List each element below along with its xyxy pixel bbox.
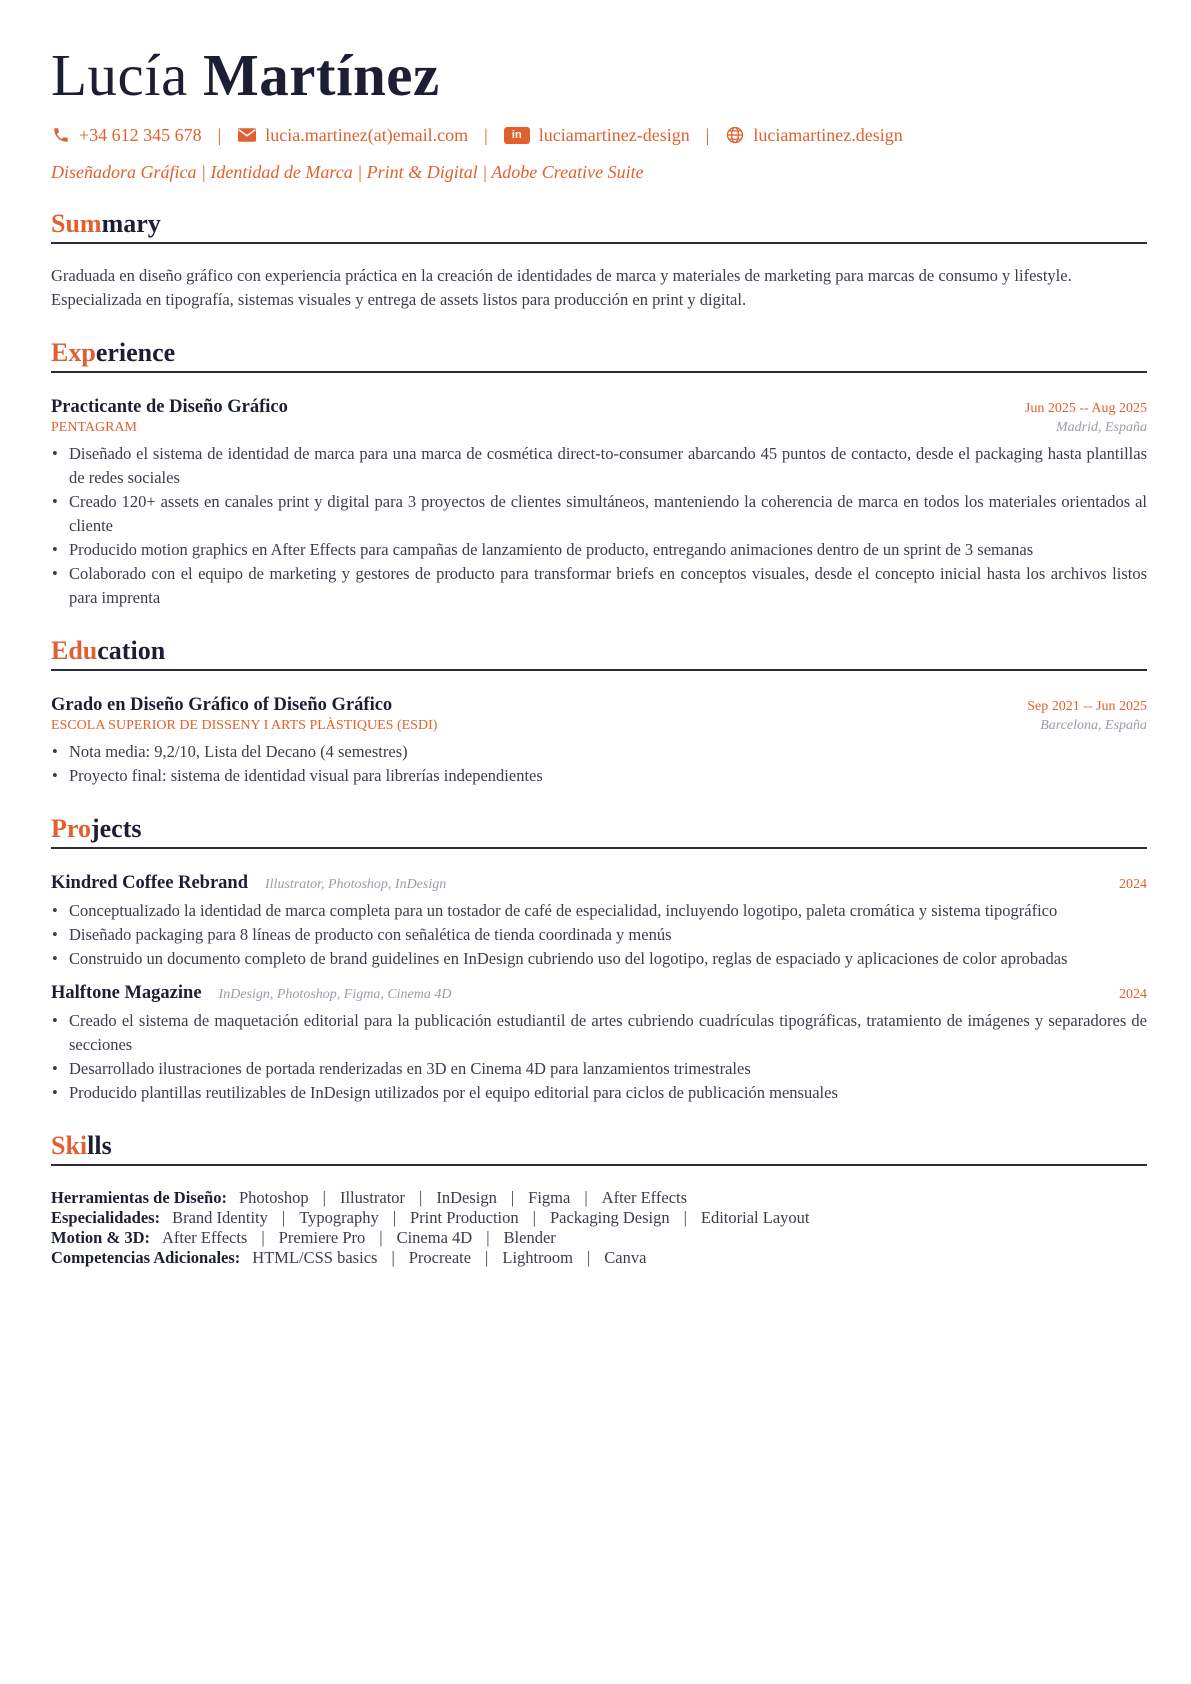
- list-item: • Producido plantillas reutilizables de InDesign utilizados por el equipo editorial para ciclos de publicación mensuales: [51, 1081, 1147, 1105]
- skill-separator: |: [281, 1208, 286, 1227]
- list-item: • Construido un documento completo de brand guidelines en InDesign cubriendo uso del logotipo, reglas de espaciado y aplicaciones de color aprobadas: [51, 947, 1147, 971]
- contact-bar: [51, 124, 1147, 146]
- section-heading-education: [51, 636, 1147, 671]
- heading-rest: cation: [97, 636, 166, 665]
- skill-separator: |: [510, 1188, 515, 1207]
- heading-rest: mary: [101, 209, 161, 238]
- resume-page: [51, 40, 1147, 1268]
- heading-accent: Edu: [51, 636, 98, 665]
- summary-section: [51, 209, 1147, 312]
- phone-text: +34 612 345 678: [79, 125, 202, 145]
- contact-website[interactable]: [725, 124, 902, 146]
- tagline: Diseñadora Gráfica | Identidad de Marca | Print & Digital | Adobe Creative Suite: [51, 162, 644, 182]
- job-location: Madrid, España: [1056, 420, 1147, 435]
- skill-row: [51, 1208, 1147, 1228]
- skill-item: Photoshop: [238, 1188, 309, 1207]
- list-item: • Creado 120+ assets en canales print y digital para 3 proyectos de clientes simultáneos, manteniendo la coherencia de marca en todos los materiales orientados al cliente: [51, 490, 1147, 538]
- project-tools: Illustrator, Photoshop, InDesign: [265, 877, 447, 892]
- skill-separator: |: [584, 1188, 588, 1207]
- heading-rest: lls: [87, 1131, 112, 1160]
- skill-separator: |: [485, 1248, 489, 1267]
- school-name: ESCOLA SUPERIOR DE DISSENY I ARTS PLÀSTIQUES (ESDI): [51, 718, 438, 733]
- education-section: [51, 636, 1147, 788]
- skill-separator: |: [379, 1228, 383, 1247]
- skill-item: HTML/CSS basics: [252, 1248, 378, 1267]
- section-heading-summary: [51, 209, 1147, 244]
- section-heading-experience: [51, 338, 1147, 373]
- list-item: • Colaborado con el equipo de marketing y gestores de producto para transformar briefs en conceptos visuales, desde el concepto inicial hasta los archivos listos para imprenta: [51, 562, 1147, 610]
- list-item: • Nota media: 9,2/10, Lista del Decano (4 semestres): [51, 740, 1147, 764]
- skill-item: Print Production: [410, 1208, 519, 1227]
- linkedin-text: luciamartinez-design: [538, 125, 690, 145]
- heading-rest: erience: [95, 338, 176, 367]
- skill-separator: |: [586, 1248, 591, 1267]
- list-item: • Desarrollado ilustraciones de portada renderizadas en 3D en Cinema 4D para lanzamientos trimestrales: [51, 1057, 1147, 1081]
- skills-section: [51, 1131, 1147, 1268]
- skill-item: Editorial Layout: [700, 1208, 810, 1227]
- skill-separator: |: [391, 1248, 395, 1267]
- project-bullets: [51, 1009, 1147, 1105]
- phone-icon: [51, 125, 71, 145]
- list-item: • Diseñado packaging para 8 líneas de producto con señalética de tienda coordinada y menús: [51, 923, 1147, 947]
- skill-separator: |: [419, 1188, 423, 1207]
- company-name: PENTAGRAM: [51, 420, 137, 435]
- list-item: • Producido motion graphics en After Effects para campañas de lanzamiento de producto, entregando animaciones dentro de un sprint de 3 semanas: [51, 538, 1147, 562]
- skill-row: [51, 1248, 1147, 1268]
- skill-item: Packaging Design: [549, 1208, 670, 1227]
- education-bullets: [51, 740, 1147, 788]
- list-item: • Proyecto final: sistema de identidad visual para librerías independientes: [51, 764, 1147, 788]
- skill-item: After Effects: [601, 1188, 688, 1207]
- skill-category: Especialidades:: [51, 1208, 161, 1227]
- heading-accent: Pro: [51, 814, 91, 843]
- summary-text: Graduada en diseño gráfico con experiencia práctica en la creación de identidades de marca y materiales de marketing para marcas de consumo y lifestyle. Especializada en tipografía, sistemas visuales y entrega de assets listos para producción en print y digital.: [51, 266, 1072, 309]
- heading-rest: jects: [90, 814, 142, 843]
- skill-separator: |: [392, 1208, 397, 1227]
- skill-separator: |: [532, 1208, 536, 1227]
- list-item: • Creado el sistema de maquetación editorial para la publicación estudiantil de artes cubriendo cuadrículas tipográficas, tratamiento de imágenes y separadores de secciones: [51, 1009, 1147, 1057]
- section-heading-projects: [51, 814, 1147, 849]
- skill-item: Illustrator: [339, 1188, 406, 1207]
- contact-email[interactable]: [237, 124, 468, 146]
- contact-phone[interactable]: [51, 124, 202, 146]
- contact-linkedin[interactable]: [504, 124, 690, 146]
- linkedin-icon: in: [504, 127, 530, 144]
- candidate-name: [51, 40, 1147, 110]
- skills-list: [51, 1188, 1147, 1268]
- skill-separator: |: [486, 1228, 490, 1247]
- project-entry: [51, 871, 1147, 971]
- project-year: 2024: [1119, 987, 1147, 1002]
- experience-section: [51, 338, 1147, 610]
- experience-entry: [51, 395, 1147, 610]
- first-name: Lucía: [51, 42, 188, 108]
- contact-separator: |: [484, 125, 488, 145]
- job-title: Practicante de Diseño Gráfico: [51, 397, 288, 417]
- projects-section: [51, 814, 1147, 1105]
- skill-category: Competencias Adicionales:: [51, 1248, 241, 1267]
- project-bullets: [51, 899, 1147, 971]
- last-name: Martínez: [203, 42, 440, 108]
- email-icon: [237, 125, 257, 145]
- list-item: • Diseñado el sistema de identidad de marca para una marca de cosmética direct-to-consumer abarcando 45 puntos de contacto, desde el packaging hasta plantillas de redes sociales: [51, 442, 1147, 490]
- job-bullets: [51, 442, 1147, 610]
- degree-title: Grado en Diseño Gráfico of Diseño Gráfico: [51, 695, 393, 715]
- project-year: 2024: [1119, 877, 1147, 892]
- skill-item: Lightroom: [502, 1248, 573, 1267]
- job-dates: Jun 2025 -- Aug 2025: [1024, 401, 1147, 416]
- globe-icon: [725, 125, 745, 145]
- skill-row: [51, 1188, 1147, 1208]
- skill-item: Figma: [528, 1188, 571, 1207]
- skill-category: Motion & 3D:: [51, 1228, 150, 1247]
- section-heading-skills: [51, 1131, 1147, 1166]
- email-text: lucia.martinez(at)email.com: [265, 125, 469, 145]
- education-dates: Sep 2021 -- Jun 2025: [1027, 699, 1147, 714]
- school-location: Barcelona, España: [1040, 718, 1147, 733]
- skill-item: InDesign: [436, 1188, 497, 1207]
- skill-item: Blender: [503, 1228, 556, 1247]
- list-item: • Conceptualizado la identidad de marca completa para un tostador de café de especialidad, incluyendo logotipo, paleta cromática y sistema tipográfico: [51, 899, 1147, 923]
- education-entry: [51, 693, 1147, 788]
- heading-accent: Ski: [51, 1131, 88, 1160]
- skill-item: Premiere Pro: [278, 1228, 366, 1247]
- skill-category: Herramientas de Diseño:: [51, 1188, 227, 1207]
- heading-accent: Sum: [51, 209, 102, 238]
- skill-item: Canva: [604, 1248, 647, 1267]
- project-entry: [51, 981, 1147, 1105]
- skill-separator: |: [322, 1188, 326, 1207]
- contact-separator: |: [217, 125, 222, 145]
- skill-separator: |: [683, 1208, 687, 1227]
- heading-accent: Exp: [51, 338, 96, 367]
- skill-item: Brand Identity: [172, 1208, 268, 1227]
- website-text: luciamartinez.design: [753, 125, 903, 145]
- skill-item: Procreate: [408, 1248, 472, 1267]
- skill-row: [51, 1228, 1147, 1248]
- project-tools: InDesign, Photoshop, Figma, Cinema 4D: [218, 987, 452, 1002]
- skill-separator: |: [261, 1228, 265, 1247]
- project-name: Halftone Magazine: [51, 983, 202, 1003]
- skill-item: Typography: [299, 1208, 379, 1227]
- contact-separator: |: [705, 125, 710, 145]
- skill-item: After Effects: [161, 1228, 248, 1247]
- skill-item: Cinema 4D: [396, 1228, 473, 1247]
- project-name: Kindred Coffee Rebrand: [51, 873, 248, 893]
